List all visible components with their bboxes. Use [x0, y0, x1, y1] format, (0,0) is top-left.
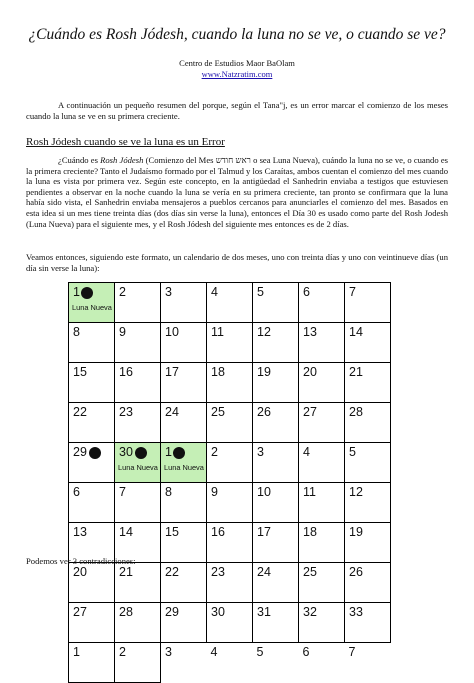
body-term: Rosh Jódesh: [100, 155, 144, 165]
calendar-row: [69, 483, 391, 523]
lunar-calendar-table: [68, 282, 391, 683]
day-number: 10: [165, 325, 179, 339]
calendar-day-cell: [115, 563, 161, 603]
day-number: 5: [349, 445, 356, 459]
day-number: 20: [73, 565, 87, 579]
calendar-day-cell: [161, 643, 207, 683]
calendar-intro: Veamos entonces, siguiendo este formato, un calendario de dos meses, uno con treinta días y uno con veintinueve días (un día sin verse la luna):: [26, 252, 448, 273]
new-moon-icon: [89, 447, 101, 459]
day-number: 7: [349, 285, 356, 299]
day-number: 5: [257, 285, 264, 299]
calendar-day-cell: [69, 563, 115, 603]
calendar-day-cell: [69, 443, 115, 483]
day-number: 17: [257, 525, 271, 539]
day-number: 23: [211, 565, 225, 579]
day-number: 6: [303, 285, 310, 299]
calendar-row: [69, 363, 391, 403]
day-number: 22: [73, 405, 87, 419]
calendar-day-cell: [345, 363, 391, 403]
calendar-day-cell: [207, 483, 253, 523]
calendar-day-cell: [299, 483, 345, 523]
calendar-day-cell: [69, 403, 115, 443]
hebrew-term: ראש חודש: [215, 155, 251, 165]
day-number: 6: [73, 485, 80, 499]
day-number: 10: [257, 485, 271, 499]
calendar-day-cell: [253, 483, 299, 523]
calendar-day-cell: [161, 283, 207, 323]
day-number: 12: [349, 485, 363, 499]
website-link[interactable]: www.Natzratim.com: [201, 69, 273, 79]
luna-nueva-label: Luna Nueva: [164, 463, 204, 472]
calendar-day-cell: [253, 603, 299, 643]
calendar-day-cell: [299, 323, 345, 363]
calendar-day-cell: [253, 563, 299, 603]
calendar-day-cell: [161, 563, 207, 603]
calendar-day-cell: [115, 363, 161, 403]
calendar-day-cell: [69, 363, 115, 403]
day-number: 16: [211, 525, 225, 539]
calendar-day-cell: [299, 363, 345, 403]
calendar-day-cell: [69, 643, 115, 683]
day-number: 28: [349, 405, 363, 419]
calendar-day-cell: [345, 443, 391, 483]
day-number: 1: [73, 285, 80, 299]
day-number: 26: [349, 565, 363, 579]
calendar-day-cell: [207, 403, 253, 443]
calendar-day-cell: [207, 363, 253, 403]
day-number: 29: [73, 445, 87, 459]
calendar-day-cell: [161, 483, 207, 523]
calendar-day-cell: [161, 403, 207, 443]
day-number: 19: [257, 365, 271, 379]
day-number: 3: [165, 645, 172, 659]
day-number: 4: [210, 645, 218, 659]
calendar-day-cell: [253, 403, 299, 443]
day-number: 13: [303, 325, 317, 339]
day-number: 8: [165, 485, 172, 499]
calendar-row: [69, 563, 391, 603]
day-number: 12: [257, 325, 271, 339]
document-title: ¿Cuándo es Rosh Jódesh, cuando la luna no se ve, o cuando se ve?: [28, 26, 446, 43]
luna-nueva-label: Luna Nueva: [118, 463, 158, 472]
day-number: 2: [119, 645, 126, 659]
body-paragraph: [26, 155, 448, 229]
luna-nueva-label: Luna Nueva: [72, 303, 112, 312]
day-number: 3: [257, 445, 264, 459]
calendar-day-cell: [207, 563, 253, 603]
calendar-day-cell: [207, 323, 253, 363]
day-number: 11: [303, 485, 316, 499]
day-number: 21: [349, 365, 363, 379]
calendar-day-cell: [161, 323, 207, 363]
day-number: 24: [165, 405, 179, 419]
calendar-day-cell: [253, 323, 299, 363]
calendar-day-cell: [345, 643, 391, 683]
calendar-day-cell: [299, 563, 345, 603]
day-number: 30: [119, 445, 133, 459]
calendar-day-cell: [69, 323, 115, 363]
intro-paragraph: A continuación un pequeño resumen del porque, según el Tana"j, es un error marcar el comienzo de los meses cuando la luna se ve en su primera creciente.: [26, 100, 448, 121]
calendar-day-cell: [161, 363, 207, 403]
day-number: 14: [349, 325, 363, 339]
day-number: 27: [73, 605, 87, 619]
day-number: 25: [303, 565, 317, 579]
calendar-day-cell: [299, 403, 345, 443]
new-moon-icon: [173, 447, 185, 459]
calendar-day-cell: [115, 643, 161, 683]
calendar-row: [69, 283, 391, 323]
calendar-day-cell: [345, 563, 391, 603]
calendar-day-cell: [253, 443, 299, 483]
day-number: 4: [211, 285, 218, 299]
calendar-day-cell: [69, 483, 115, 523]
calendar-day-cell: [115, 283, 161, 323]
organization-name: Centro de Estudios Maor BaOlam: [179, 58, 295, 68]
calendar-day-cell: [253, 283, 299, 323]
day-number: 29: [165, 605, 179, 619]
calendar-day-cell: [253, 643, 299, 683]
day-number: 32: [303, 605, 317, 619]
calendar-day-cell: [207, 603, 253, 643]
day-number: 2: [119, 285, 126, 299]
day-number: 25: [211, 405, 225, 419]
day-number: 11: [211, 325, 224, 339]
calendar-day-cell: [299, 643, 345, 683]
day-number: 18: [303, 525, 317, 539]
new-moon-icon: [81, 287, 93, 299]
calendar-row: [69, 643, 391, 683]
calendar-day-cell: [345, 323, 391, 363]
calendar-day-cell: [115, 443, 161, 483]
day-number: 6: [302, 645, 310, 659]
day-number: 19: [349, 525, 363, 539]
day-number: 27: [303, 405, 317, 419]
day-number: 8: [73, 325, 80, 339]
day-number: 22: [165, 565, 179, 579]
calendar-day-cell: [115, 603, 161, 643]
calendar-day-cell: [69, 283, 115, 323]
day-number: 2: [211, 445, 218, 459]
calendar-day-cell: [161, 443, 207, 483]
day-number: 31: [257, 605, 271, 619]
calendar-day-cell: [207, 643, 253, 683]
day-number: 4: [303, 445, 310, 459]
calendar-row: [69, 443, 391, 483]
footer-text: Podemos ver 3 contradicciones:: [26, 556, 136, 566]
day-number: 20: [303, 365, 317, 379]
day-number: 30: [211, 605, 225, 619]
day-number: 16: [119, 365, 133, 379]
calendar-day-cell: [207, 283, 253, 323]
calendar-row: [69, 603, 391, 643]
day-number: 18: [211, 365, 225, 379]
body-question-prefix: ¿Cuándo es: [58, 155, 101, 165]
calendar-day-cell: [345, 483, 391, 523]
calendar-day-cell: [115, 403, 161, 443]
day-number: 24: [257, 565, 271, 579]
calendar-day-cell: [115, 483, 161, 523]
calendar-row: [69, 403, 391, 443]
calendar-day-cell: [345, 403, 391, 443]
calendar-day-cell: [69, 603, 115, 643]
section-heading: Rosh Jódesh cuando se ve la luna es un Error: [26, 136, 225, 148]
day-number: 3: [165, 285, 172, 299]
day-number: 9: [211, 485, 218, 499]
body-paren: (Comienzo del Mes: [143, 155, 216, 165]
day-number: 13: [73, 525, 87, 539]
day-number: 15: [165, 525, 179, 539]
day-number: 14: [119, 525, 133, 539]
day-number: 9: [119, 325, 126, 339]
day-number: 7: [119, 485, 126, 499]
calendar-day-cell: [207, 443, 253, 483]
day-number: 21: [119, 565, 133, 579]
calendar-day-cell: [115, 323, 161, 363]
day-number: 5: [256, 645, 264, 659]
day-number: 33: [349, 605, 363, 619]
calendar-day-cell: [345, 603, 391, 643]
day-number: 15: [73, 365, 87, 379]
calendar-row: [69, 323, 391, 363]
day-number: 7: [348, 645, 356, 659]
day-number: 17: [165, 365, 179, 379]
calendar-day-cell: [299, 443, 345, 483]
body-text: o sea Luna Nueva), cuándo la luna no se ve, o cuando es la primera creciente? Tanto el Judaísmo formado por el Talmud y los Caraítas, ambos cuentan el comienzo del mes cuando la luna es vista por primera vez. Según este concepto, en la antigüedad el Sanhedrin enviaba a testigos que estuviesen pendientes a observar en la noche cuando la luna se vería en su primera creciente, tan pronto se confirmara que la luna había sido vista, el Sanhedrin enviaba mensajeros a pueblos cercanos para anunciarles el comienzo del mes. Basados en esta idea si un mes tiene treinta días (dos días sin verse la luna), entonces el Día 30 es usado como parte del Rosh Jodesh (Luna Nueva) para el siguiente mes, y el Rosh Jódesh del siguiente mes entonces es de 2 días.: [26, 155, 448, 229]
calendar-day-cell: [299, 603, 345, 643]
day-number: 28: [119, 605, 133, 619]
day-number: 26: [257, 405, 271, 419]
calendar-day-cell: [161, 603, 207, 643]
day-number: 1: [73, 645, 80, 659]
calendar-day-cell: [299, 283, 345, 323]
day-number: 23: [119, 405, 133, 419]
calendar-day-cell: [253, 363, 299, 403]
new-moon-icon: [135, 447, 147, 459]
day-number: 1: [165, 445, 172, 459]
calendar-day-cell: [345, 283, 391, 323]
